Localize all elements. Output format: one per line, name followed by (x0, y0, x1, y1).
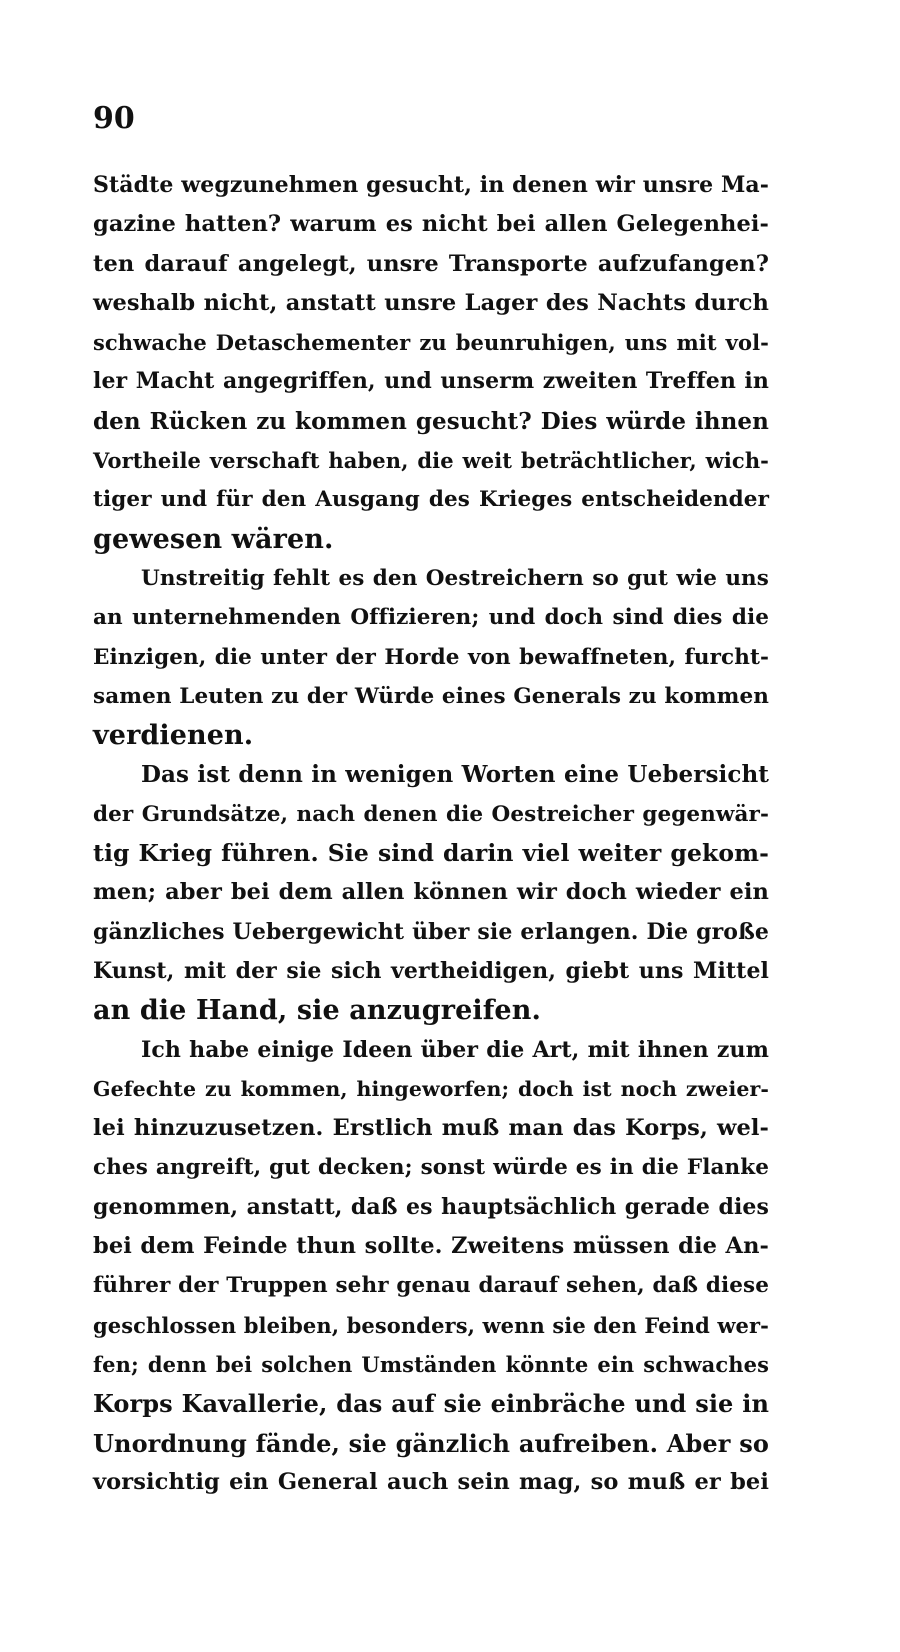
text-line: der Grundsätze, nach denen die Oestreicher gegenwär- (93, 801, 769, 827)
text-line: führer der Truppen sehr genau darauf sehen, daß diese (93, 1273, 769, 1299)
text-line: tig Krieg führen. Sie sind darin viel weiter gekom- (93, 839, 769, 868)
text-line: samen Leuten zu der Würde eines Generals zu kommen (93, 683, 769, 709)
text-line: bei dem Feinde thun sollte. Zweitens müssen die An- (93, 1233, 769, 1260)
text-line: ten darauf angelegt, unsre Transporte aufzufangen? (93, 250, 769, 277)
text-line: ler Macht angegriffen, und unserm zweiten Treffen in (93, 368, 769, 395)
page-number: 90 (93, 101, 135, 136)
text-line: gazine hatten? warum es nicht bei allen Gelegenhei- (93, 211, 769, 238)
text-line: Ich habe einige Ideen über die Art, mit ihnen zum (141, 1036, 769, 1063)
text-line: verdienen. (93, 720, 254, 752)
text-line: den Rücken zu kommen gesucht? Dies würde ihnen (93, 407, 769, 435)
text-line: weshalb nicht, anstatt unsre Lager des Nachts durch (93, 289, 769, 316)
text-line: tiger und für den Ausgang des Krieges entscheidender (93, 487, 769, 513)
text-line: ches angreift, gut decken; sonst würde es in die Flanke (93, 1155, 769, 1181)
text-line: Korps Kavallerie, das auf sie einbräche und sie in (93, 1389, 769, 1419)
text-line: gänzliches Uebergewicht über sie erlangen. Die große (93, 918, 769, 945)
text-line: vorsichtig ein General auch sein mag, so muß er bei (93, 1468, 769, 1495)
text-line: Städte wegzunehmen gesucht, in denen wir unsre Ma- (93, 172, 769, 198)
text-line: fen; denn bei solchen Umständen könnte ein schwaches (93, 1351, 769, 1377)
text-line: Vortheile verschaft haben, die weit beträchtlicher, wich- (93, 448, 769, 474)
text-line: schwache Detaschementer zu beunruhigen, uns mit vol- (93, 330, 769, 356)
text-line: gewesen wären. (93, 523, 334, 555)
text-line: an unternehmenden Offizieren; und doch sind dies die (93, 605, 769, 631)
text-line: Gefechte zu kommen, hingeworfen; doch ist noch zweier- (93, 1076, 769, 1101)
text-line: genommen, anstatt, daß es hauptsächlich gerade dies (93, 1193, 769, 1220)
text-line: Unordnung fände, sie gänzlich aufreiben. Aber so (93, 1428, 769, 1458)
text-line: men; aber bei dem allen können wir doch wieder ein (93, 879, 769, 906)
text-line: geschlossen bleiben, besonders, wenn sie den Feind wer- (93, 1312, 769, 1338)
text-line: Kunst, mit der sie sich vertheidigen, giebt uns Mittel (93, 957, 769, 984)
text-line: Einzigen, die unter der Horde von bewaffneten, furcht- (93, 644, 769, 670)
body-text (93, 166, 769, 1502)
text-line: lei hinzuzusetzen. Erstlich muß man das Korps, wel- (93, 1115, 769, 1142)
text-line: an die Hand, sie anzugreifen. (93, 995, 541, 1027)
text-line: Das ist denn in wenigen Worten eine Uebersicht (141, 761, 769, 789)
text-line: Unstreitig fehlt es den Oestreichern so gut wie uns (141, 565, 769, 591)
